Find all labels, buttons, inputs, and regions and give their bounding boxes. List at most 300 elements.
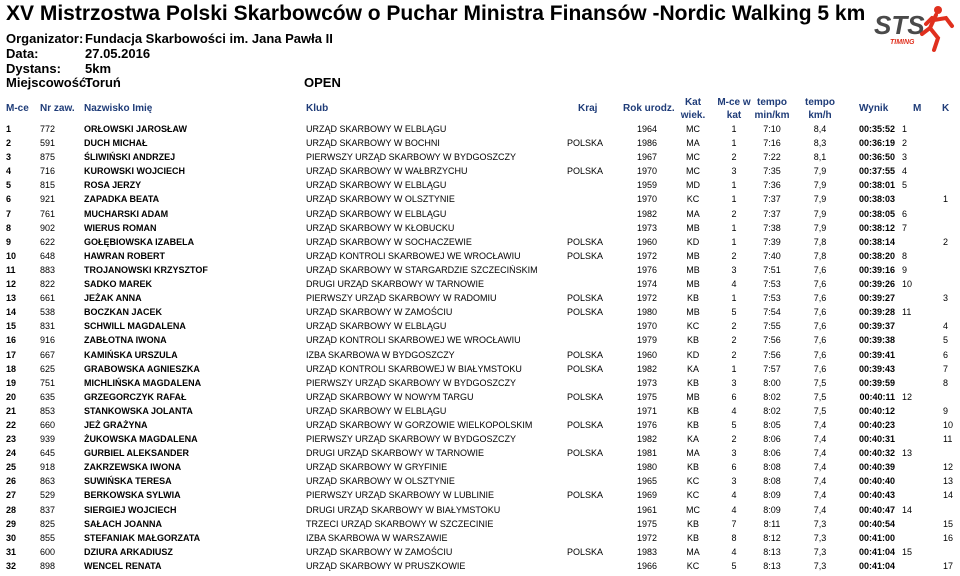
speed-cell: 7,4	[813, 434, 827, 445]
place-cell: 26	[6, 476, 17, 487]
tempo-cell: 7:38	[763, 222, 781, 233]
table-row	[0, 474, 960, 488]
category-place-cell: 6	[731, 391, 737, 402]
category-place-cell: 8	[731, 532, 737, 543]
club-cell: URZĄD SKARBOWY W OLSZTYNIE	[306, 476, 455, 487]
result-cell: 00:40:11	[859, 391, 895, 402]
result-cell: 00:40:40	[858, 476, 895, 487]
bib-cell: 538	[40, 307, 56, 318]
name-cell: MICHLIŃSKA MAGDALENA	[84, 377, 202, 388]
category-cell: MC	[686, 504, 700, 515]
speed-cell: 7,9	[813, 194, 827, 205]
female-place-cell: 2	[943, 236, 949, 247]
bib-cell: 898	[40, 560, 56, 571]
result-cell: 00:37:55	[858, 166, 895, 177]
bib-cell: 918	[40, 462, 56, 473]
club-cell: DRUGI URZĄD SKARBOWY W TARNOWIE	[306, 279, 485, 290]
place-cell: 29	[6, 518, 17, 529]
category-place-cell: 2	[731, 250, 737, 261]
country-cell: POLSKA	[567, 546, 604, 557]
bib-cell: 772	[40, 124, 56, 134]
name-cell: ORŁOWSKI JAROSŁAW	[84, 124, 187, 134]
place-cell: 7	[6, 208, 12, 219]
date-label: Data:	[6, 46, 39, 61]
bib-cell: 625	[40, 363, 56, 374]
place-cell: 18	[6, 363, 17, 374]
club-cell: PIERWSZY URZĄD SKARBOWY W LUBLINIE	[306, 490, 495, 501]
col-tempo-2: tempo	[805, 97, 835, 108]
table-row	[0, 291, 960, 305]
result-cell: 00:38:01	[858, 180, 895, 191]
category-cell: MA	[686, 546, 700, 557]
tempo-cell: 8:08	[763, 476, 781, 487]
category-cell: KB	[686, 293, 699, 304]
category-place-cell: 1	[731, 124, 737, 134]
category-place-cell: 1	[731, 236, 737, 247]
club-cell: URZĄD SKARBOWY W ELBLĄGU	[306, 405, 447, 416]
speed-cell: 7,5	[813, 377, 827, 388]
place-cell: 14	[6, 307, 17, 318]
speed-cell: 7,4	[813, 490, 827, 501]
category-place-cell: 3	[731, 166, 737, 177]
result-cell: 00:40:12	[858, 405, 895, 416]
speed-cell: 7,3	[813, 518, 827, 529]
year-cell: 1973	[637, 222, 658, 233]
category-place-cell: 2	[731, 349, 737, 360]
place-cell: 28	[6, 504, 17, 515]
category-cell: KA	[686, 363, 699, 374]
result-cell: 00:40:32	[858, 448, 895, 459]
country-cell: POLSKA	[567, 293, 604, 304]
female-place-cell: 16	[943, 532, 954, 543]
female-place-cell: 5	[943, 335, 949, 346]
organizer-value: Fundacja Skarbowości im. Jana Pawła II	[85, 31, 333, 46]
female-place-cell: 3	[943, 293, 949, 304]
col-year: Rok urodz.	[623, 103, 675, 114]
category-cell: MA	[686, 138, 700, 149]
year-cell: 1972	[637, 532, 658, 543]
speed-cell: 7,8	[813, 250, 827, 261]
tempo-cell: 8:02	[763, 391, 781, 402]
bib-cell: 751	[40, 377, 56, 388]
female-place-cell: 7	[943, 363, 949, 374]
table-row	[0, 446, 960, 460]
female-place-cell: 10	[943, 419, 954, 430]
speed-cell: 7,6	[813, 349, 827, 360]
name-cell: ROSA JERZY	[84, 180, 142, 191]
distance-value: 5km	[85, 61, 112, 76]
year-cell: 1972	[637, 250, 658, 261]
category-cell: KB	[686, 532, 699, 543]
category-cell: MB	[686, 279, 700, 290]
tempo-cell: 7:51	[763, 264, 781, 275]
name-cell: DZIURA ARKADIUSZ	[84, 546, 173, 557]
result-cell: 00:39:28	[858, 307, 895, 318]
tempo-cell: 8:09	[763, 490, 781, 501]
result-cell: 00:41:04	[858, 546, 895, 557]
place-cell: 16	[6, 335, 17, 346]
logo-subtext: TIMING	[890, 39, 915, 46]
tempo-cell: 8:08	[763, 462, 781, 473]
tempo-cell: 7:56	[763, 335, 781, 346]
bib-cell: 600	[40, 546, 56, 557]
tempo-cell: 7:39	[763, 236, 781, 247]
country-cell: POLSKA	[567, 419, 604, 430]
name-cell: HAWRAN ROBERT	[84, 250, 165, 261]
male-place-cell: 12	[902, 391, 913, 402]
category-place-cell: 1	[731, 363, 737, 374]
name-cell: KUROWSKI WOJCIECH	[84, 166, 185, 177]
bib-cell: 902	[40, 222, 56, 233]
place-cell: 6	[6, 194, 12, 205]
category-place-cell: 4	[731, 490, 737, 501]
table-row	[0, 376, 960, 390]
result-cell: 00:38:12	[858, 222, 895, 233]
year-cell: 1975	[637, 391, 658, 402]
speed-cell: 7,3	[813, 560, 827, 571]
year-cell: 1976	[637, 419, 658, 430]
speed-cell: 7,9	[813, 208, 827, 219]
year-cell: 1982	[637, 208, 658, 219]
speed-cell: 7,6	[813, 264, 827, 275]
speed-cell: 7,6	[813, 321, 827, 332]
name-cell: SAŁACH JOANNA	[84, 518, 163, 529]
year-cell: 1979	[637, 335, 658, 346]
result-cell: 00:38:20	[858, 250, 895, 261]
result-cell: 00:38:14	[858, 236, 895, 247]
table-row	[0, 207, 960, 221]
category-cell: KB	[686, 335, 699, 346]
tempo-cell: 8:11	[763, 518, 781, 529]
place-cell: 20	[6, 391, 17, 402]
bib-cell: 661	[40, 293, 56, 304]
place-cell: 4	[6, 166, 12, 177]
tempo-cell: 8:09	[763, 504, 781, 515]
bib-cell: 939	[40, 434, 56, 445]
bib-cell: 883	[40, 264, 56, 275]
category-cell: MC	[686, 152, 700, 163]
name-cell: GURBIEL ALEKSANDER	[84, 448, 190, 459]
bib-cell: 667	[40, 349, 56, 360]
female-place-cell: 8	[943, 377, 949, 388]
bib-cell: 855	[40, 532, 56, 543]
female-place-cell: 9	[943, 405, 949, 416]
result-cell: 00:39:16	[858, 264, 895, 275]
year-cell: 1982	[637, 434, 658, 445]
year-cell: 1965	[637, 476, 658, 487]
club-cell: URZĄD SKARBOWY W SOCHACZEWIE	[306, 236, 472, 247]
result-cell: 00:39:38	[858, 335, 895, 346]
result-cell: 00:40:47	[858, 504, 895, 515]
bib-cell: 875	[40, 152, 56, 163]
bib-cell: 660	[40, 419, 56, 430]
distance-label: Dystans:	[6, 61, 61, 76]
col-bib: Nr zaw.	[40, 103, 75, 114]
bib-cell: 921	[40, 194, 56, 205]
result-cell: 00:40:23	[858, 419, 895, 430]
club-cell: DRUGI URZĄD SKARBOWY W BIAŁYMSTOKU	[306, 504, 501, 515]
bib-cell: 761	[40, 208, 56, 219]
bib-cell: 916	[40, 335, 56, 346]
club-cell: URZĄD SKARBOWY W ELBLĄGU	[306, 180, 447, 191]
country-cell: POLSKA	[567, 236, 604, 247]
category-place-cell: 1	[731, 222, 737, 233]
col-tempo-unit-2: km/h	[808, 110, 832, 121]
result-cell: 00:39:26	[858, 279, 895, 290]
result-cell: 00:40:39	[858, 462, 895, 473]
result-cell: 00:40:31	[858, 434, 895, 445]
tempo-cell: 7:56	[763, 349, 781, 360]
result-cell: 00:41:00	[858, 532, 895, 543]
speed-cell: 7,4	[813, 476, 827, 487]
category-place-cell: 2	[731, 335, 737, 346]
year-cell: 1972	[637, 293, 658, 304]
tempo-cell: 8:06	[763, 434, 781, 445]
category-place-cell: 2	[731, 208, 737, 219]
female-place-cell: 1	[943, 194, 949, 205]
speed-cell: 7,9	[813, 222, 827, 233]
club-cell: URZĄD SKARBOWY W NOWYM TARGU	[306, 391, 474, 402]
table-row	[0, 192, 960, 206]
table-row	[0, 348, 960, 362]
tempo-cell: 7:16	[763, 138, 781, 149]
year-cell: 1959	[637, 180, 658, 191]
club-cell: URZĄD KONTROLI SKARBOWEJ WE WROCŁAWIU	[306, 250, 521, 261]
country-cell: POLSKA	[567, 250, 604, 261]
name-cell: SIERGIEJ WOJCIECH	[84, 504, 177, 515]
tempo-cell: 7:53	[763, 293, 781, 304]
bib-cell: 831	[40, 321, 56, 332]
logo-text: STS	[874, 10, 925, 40]
table-row	[0, 503, 960, 517]
year-cell: 1975	[637, 518, 658, 529]
category-place-cell: 4	[731, 405, 737, 416]
place-cell: 5	[6, 180, 12, 191]
year-cell: 1980	[637, 307, 658, 318]
place-cell: 1	[6, 124, 12, 134]
bib-cell: 591	[40, 138, 56, 149]
runner-icon	[922, 6, 952, 50]
col-place: M-ce	[6, 103, 29, 114]
name-cell: ZAKRZEWSKA IWONA	[84, 462, 182, 473]
place-cell: 2	[6, 138, 12, 149]
female-place-cell: 6	[943, 349, 949, 360]
place-cell: 8	[6, 222, 12, 233]
name-cell: TROJANOWSKI KRZYSZTOF	[84, 264, 208, 275]
speed-cell: 7,4	[813, 448, 827, 459]
year-cell: 1981	[637, 448, 658, 459]
category-cell: KB	[686, 419, 699, 430]
name-cell: ZAPADKA BEATA	[84, 194, 160, 205]
col-club: Klub	[306, 103, 329, 114]
speed-cell: 7,5	[813, 391, 827, 402]
female-place-cell: 14	[943, 490, 954, 501]
place-cell: 23	[6, 434, 17, 445]
tempo-cell: 7:10	[763, 124, 781, 134]
club-cell: PIERWSZY URZĄD SKARBOWY W RADOMIU	[306, 293, 497, 304]
male-place-cell: 6	[902, 208, 908, 219]
place-cell: 19	[6, 377, 17, 388]
tempo-cell: 7:37	[763, 208, 781, 219]
speed-cell: 7,6	[813, 293, 827, 304]
category-place-cell: 4	[731, 504, 737, 515]
table-row	[0, 432, 960, 446]
result-cell: 00:40:54	[858, 518, 895, 529]
female-place-cell: 4	[943, 321, 949, 332]
male-place-cell: 4	[902, 166, 908, 177]
club-cell: IZBA SKARBOWA W BYDGOSZCZY	[306, 349, 455, 360]
place-cell: 30	[6, 532, 17, 543]
results-table-body	[0, 122, 960, 573]
club-cell: URZĄD SKARBOWY W KŁOBUCKU	[306, 222, 455, 233]
name-cell: SADKO MAREK	[84, 279, 153, 290]
place-cell: 25	[6, 462, 17, 473]
category-cell: MC	[686, 166, 700, 177]
category-cell: MD	[686, 180, 700, 191]
place-cell: 10	[6, 250, 17, 261]
club-cell: URZĄD SKARBOWY W WAŁBRZYCHU	[306, 166, 468, 177]
table-row	[0, 235, 960, 249]
name-cell: BOCZKAN JACEK	[84, 307, 163, 318]
club-cell: IZBA SKARBOWA W WARSZAWIE	[306, 532, 448, 543]
year-cell: 1974	[637, 279, 658, 290]
speed-cell: 7,6	[813, 335, 827, 346]
country-cell: POLSKA	[567, 166, 604, 177]
name-cell: BERKOWSKA SYLWIA	[84, 490, 181, 501]
bib-cell: 815	[40, 180, 56, 191]
tempo-cell: 8:02	[763, 405, 781, 416]
category-cell: KB	[686, 405, 699, 416]
category-cell: MB	[686, 391, 700, 402]
country-cell: POLSKA	[567, 307, 604, 318]
bib-cell: 529	[40, 490, 56, 501]
tempo-cell: 7:57	[763, 363, 781, 374]
male-place-cell: 7	[902, 222, 908, 233]
table-row	[0, 488, 960, 502]
year-cell: 1966	[637, 560, 658, 571]
table-row	[0, 277, 960, 291]
speed-cell: 7,5	[813, 405, 827, 416]
country-cell: POLSKA	[567, 138, 604, 149]
category-cell: MA	[686, 208, 700, 219]
place-cell: 9	[6, 236, 12, 247]
col-tempo-1: tempo	[757, 97, 787, 108]
category-place-cell: 3	[731, 264, 737, 275]
name-cell: WENCEL RENATA	[84, 560, 162, 571]
name-cell: ZABŁOTNA IWONA	[84, 335, 167, 346]
club-cell: PIERWSZY URZĄD SKARBOWY W BYDGOSZCZY	[306, 434, 517, 445]
club-cell: URZĄD SKARBOWY W ELBLĄGU	[306, 321, 447, 332]
male-place-cell: 8	[902, 250, 908, 261]
col-catplace-1: M-ce w	[717, 97, 751, 108]
speed-cell: 7,4	[813, 419, 827, 430]
club-cell: URZĄD SKARBOWY W GRYFINIE	[306, 462, 448, 473]
tempo-cell: 7:40	[763, 250, 781, 261]
name-cell: GRABOWSKA AGNIESZKA	[84, 363, 200, 374]
year-cell: 1983	[637, 546, 658, 557]
male-place-cell: 13	[902, 448, 913, 459]
female-place-cell: 15	[943, 518, 954, 529]
male-place-cell: 15	[902, 546, 913, 557]
col-cat-1: Kat	[684, 97, 702, 108]
category-label: OPEN	[304, 75, 341, 90]
name-cell: KAMIŃSKA URSZULA	[84, 349, 178, 360]
table-row	[0, 418, 960, 432]
table-row	[0, 319, 960, 333]
female-place-cell: 13	[943, 476, 954, 487]
result-cell: 00:39:43	[858, 363, 895, 374]
category-cell: KC	[686, 194, 700, 205]
col-name: Nazwisko Imię	[84, 103, 153, 114]
year-cell: 1960	[637, 349, 658, 360]
table-row	[0, 263, 960, 277]
bib-cell: 648	[40, 250, 56, 261]
category-place-cell: 3	[731, 476, 737, 487]
bib-cell: 622	[40, 236, 56, 247]
col-catplace-2: kat	[726, 110, 742, 121]
year-cell: 1973	[637, 377, 658, 388]
club-cell: URZĄD SKARBOWY W ELBLĄGU	[306, 208, 447, 219]
category-cell: KC	[686, 476, 700, 487]
year-cell: 1961	[637, 504, 658, 515]
table-row	[0, 545, 960, 559]
table-row	[0, 362, 960, 376]
category-cell: KD	[686, 349, 700, 360]
speed-cell: 7,4	[813, 462, 827, 473]
name-cell: WIERUS ROMAN	[84, 222, 157, 233]
col-country: Kraj	[578, 103, 598, 114]
place-cell: 22	[6, 419, 17, 430]
country-cell: POLSKA	[567, 448, 604, 459]
tempo-cell: 7:36	[763, 180, 781, 191]
club-cell: URZĄD SKARBOWY W ZAMOŚCIU	[306, 307, 453, 318]
male-place-cell: 2	[902, 138, 908, 149]
male-place-cell: 11	[902, 307, 912, 318]
tempo-cell: 8:13	[763, 560, 781, 571]
speed-cell: 7,6	[813, 279, 827, 290]
category-place-cell: 5	[731, 419, 737, 430]
category-cell: KC	[686, 490, 700, 501]
place-cell: 31	[6, 546, 17, 557]
table-row	[0, 122, 960, 136]
year-cell: 1986	[637, 138, 658, 149]
category-cell: KD	[686, 236, 700, 247]
place-cell: 12	[6, 279, 17, 290]
category-place-cell: 2	[731, 321, 737, 332]
category-cell: MC	[686, 124, 700, 134]
male-place-cell: 3	[902, 152, 908, 163]
speed-cell: 7,6	[813, 363, 827, 374]
name-cell: ŻUKOWSKA MAGDALENA	[84, 434, 198, 445]
year-cell: 1960	[637, 236, 658, 247]
speed-cell: 8,3	[813, 138, 827, 149]
place-cell: 21	[6, 405, 17, 416]
name-cell: SCHWILL MAGDALENA	[84, 321, 186, 332]
club-cell: URZĄD SKARBOWY W STARGARDZIE SZCZECIŃSKIM	[306, 264, 538, 275]
category-cell: MB	[686, 264, 700, 275]
category-place-cell: 4	[731, 546, 737, 557]
organizer-label: Organizator:	[6, 31, 84, 46]
speed-cell: 8,1	[813, 152, 827, 163]
year-cell: 1969	[637, 490, 658, 501]
female-place-cell: 11	[943, 434, 953, 445]
speed-cell: 7,3	[813, 532, 827, 543]
tempo-cell: 8:05	[763, 419, 781, 430]
year-cell: 1970	[637, 194, 658, 205]
name-cell: ŚLIWIŃSKI ANDRZEJ	[84, 152, 176, 163]
col-result: Wynik	[859, 103, 889, 114]
bib-cell: 863	[40, 476, 56, 487]
